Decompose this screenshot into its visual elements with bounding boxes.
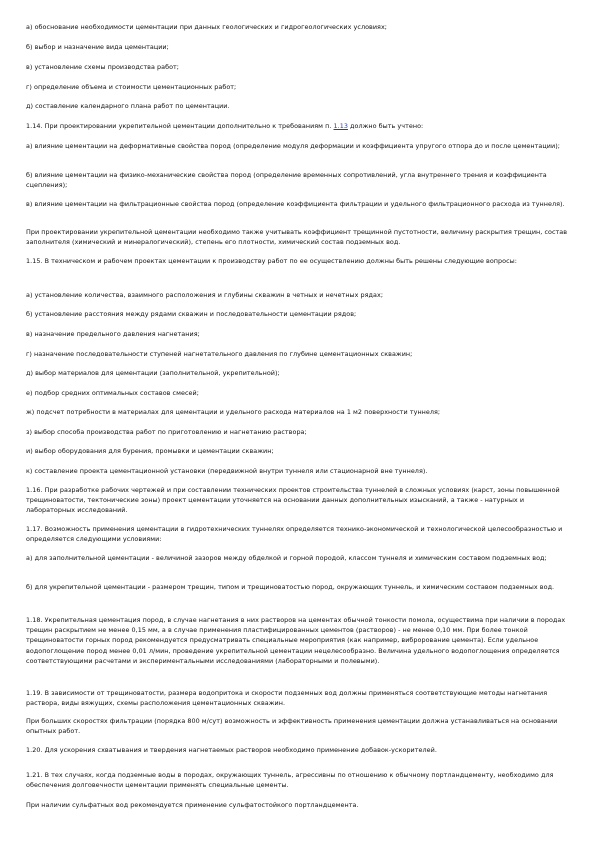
paragraph: е) подбор средних оптимальных составов смесей; — [26, 389, 199, 397]
paragraph: а) установление количества, взаимного расположения и глубины скважин в четных и нечетных рядах; — [26, 291, 384, 299]
paragraph: 1.15. В техническом и рабочем проектах цементации к производству работ по ее осуществлению должны быть решены следующие вопросы: — [26, 257, 517, 265]
paragraph-text: должно быть учтено: — [347, 122, 424, 130]
paragraph: б) для укрепительной цементации - размером трещин, типом и трещиноватостью пород, окружающих туннель, и химическим составом подземных вод. — [26, 583, 555, 591]
paragraph: д) выбор материалов для цементации (заполнительной, укрепительной); — [26, 369, 280, 377]
clause-link[interactable]: 1.13 — [333, 122, 348, 130]
paragraph: ж) подсчет потребности в материалах для цементации и удельного расхода материалов на 1 м2 поверхности туннеля; — [26, 408, 441, 416]
paragraph: з) выбор способа производства работ по приготовлению и нагнетанию раствора; — [26, 428, 307, 436]
paragraph: 1.21. В тех случаях, когда подземные воды в породах, окружающих туннель, агрессивны по отношению к обычному портландцементу, необходимо для обеспечения долговечности цементации применять специальные цементы. — [26, 771, 554, 790]
paragraph: При больших скоростях фильтрации (порядка 800 м/сут) возможность и эффективность применения цементации должна устанавливаться на основании опытных работ. — [26, 717, 558, 736]
paragraph: 1.18. Укрепительная цементация пород, в случае нагнетания в них растворов на цементах обычной тонкости помола, осуществима при наличии в породах трещин раскрытием не менее 0,15 мм, а в случае применения пластифицированных цементов (растворов) - не менее 0,10 мм. При более тонкой трещиноватости горных пород рекомендуется предусматривать специальные мероприятия (как например, виброрование цемента). Если удельное водопоглощение пород менее 0,01 л/мин, проведение укрепительной цементации нецелесообразно. Величина удельного водопоглощения определяется соответствующими расчетами и экспериментальными исследованиями (лабораторными и полевыми). — [26, 616, 566, 665]
paragraph-text: 1.14. При проектировании укрепительной цементации дополнительно к требованиям п. — [26, 122, 334, 130]
paragraph: 1.16. При разработке рабочих чертежей и при составлении технических проектов строительства туннелей в сложных условиях (карст, зоны повышенной трещиноватости, тектонические зоны) проект цементации уточняется на основании данных дополнительных изысканий, а также - натурных и лабораторных исследований. — [26, 486, 560, 515]
paragraph: в) установление схемы производства работ; — [26, 63, 180, 71]
paragraph: а) для заполнительной цементации - величиной зазоров между обделкой и горной породой, классом туннеля и химическим составом подземных вод; — [26, 554, 547, 562]
paragraph: 1.20. Для ускорения схватывания и твердения нагнетаемых растворов необходимо применение добавок-ускорителей. — [26, 746, 437, 754]
paragraph: При проектировании укрепительной цементации необходимо также учитывать коэффициент трещинной пустотности, величину раскрытия трещин, состав заполнителя (химический и минералогический), степень его плотности, химический состав подземных вод. — [26, 228, 568, 247]
paragraph: в) влияние цементации на фильтрационные свойства пород (определение коэффициента фильтрации и удельного фильтрационного расхода из туннеля). — [26, 200, 565, 208]
paragraph: в) назначение предельного давления нагнетания; — [26, 330, 200, 338]
paragraph: и) выбор оборудования для бурения, промывки и цементации скважин; — [26, 447, 274, 455]
paragraph: к) составление проекта цементационной установки (передвижной внутри туннеля или стационарной вне туннеля). — [26, 467, 428, 475]
paragraph: г) назначение последовательности ступеней нагнетательного давления по глубине цементационных скважин; — [26, 350, 413, 358]
paragraph: 1.19. В зависимости от трещиноватости, размера водопритока и скорости подземных вод должны применяться соответствующие методы нагнетания раствора, виды вяжущих, схемы расположения цементационных скважин. — [26, 689, 548, 708]
paragraph: д) составление календарного плана работ по цементации. — [26, 102, 230, 110]
paragraph: б) влияние цементации на физико-механические свойства пород (определение временных сопротивлений, угла внутреннего трения и коэффициента сцепления); — [26, 171, 547, 190]
paragraph: г) определение объема и стоимости цементационных работ; — [26, 83, 237, 91]
paragraph-1-14 — [26, 121, 571, 131]
paragraph: а) обоснование необходимости цементации при данных геологических и гидрогеологических условиях; — [26, 23, 387, 31]
paragraph: 1.17. Возможность применения цементации в гидротехнических туннелях определяется технико-экономической и технологической целесообразностью и определяется следующими условиями: — [26, 525, 563, 544]
paragraph: а) влияние цементации на деформативные свойства пород (определение модуля деформации и коэффициента упругого отпора до и после цементации); — [26, 142, 560, 150]
paragraph: б) выбор и назначение вида цементации; — [26, 43, 169, 51]
paragraph: б) установление расстояния между рядами скважин и последовательности цементации рядов; — [26, 310, 357, 318]
paragraph: При наличии сульфатных вод рекомендуется применение сульфатостойкого портландцемента. — [26, 801, 359, 809]
